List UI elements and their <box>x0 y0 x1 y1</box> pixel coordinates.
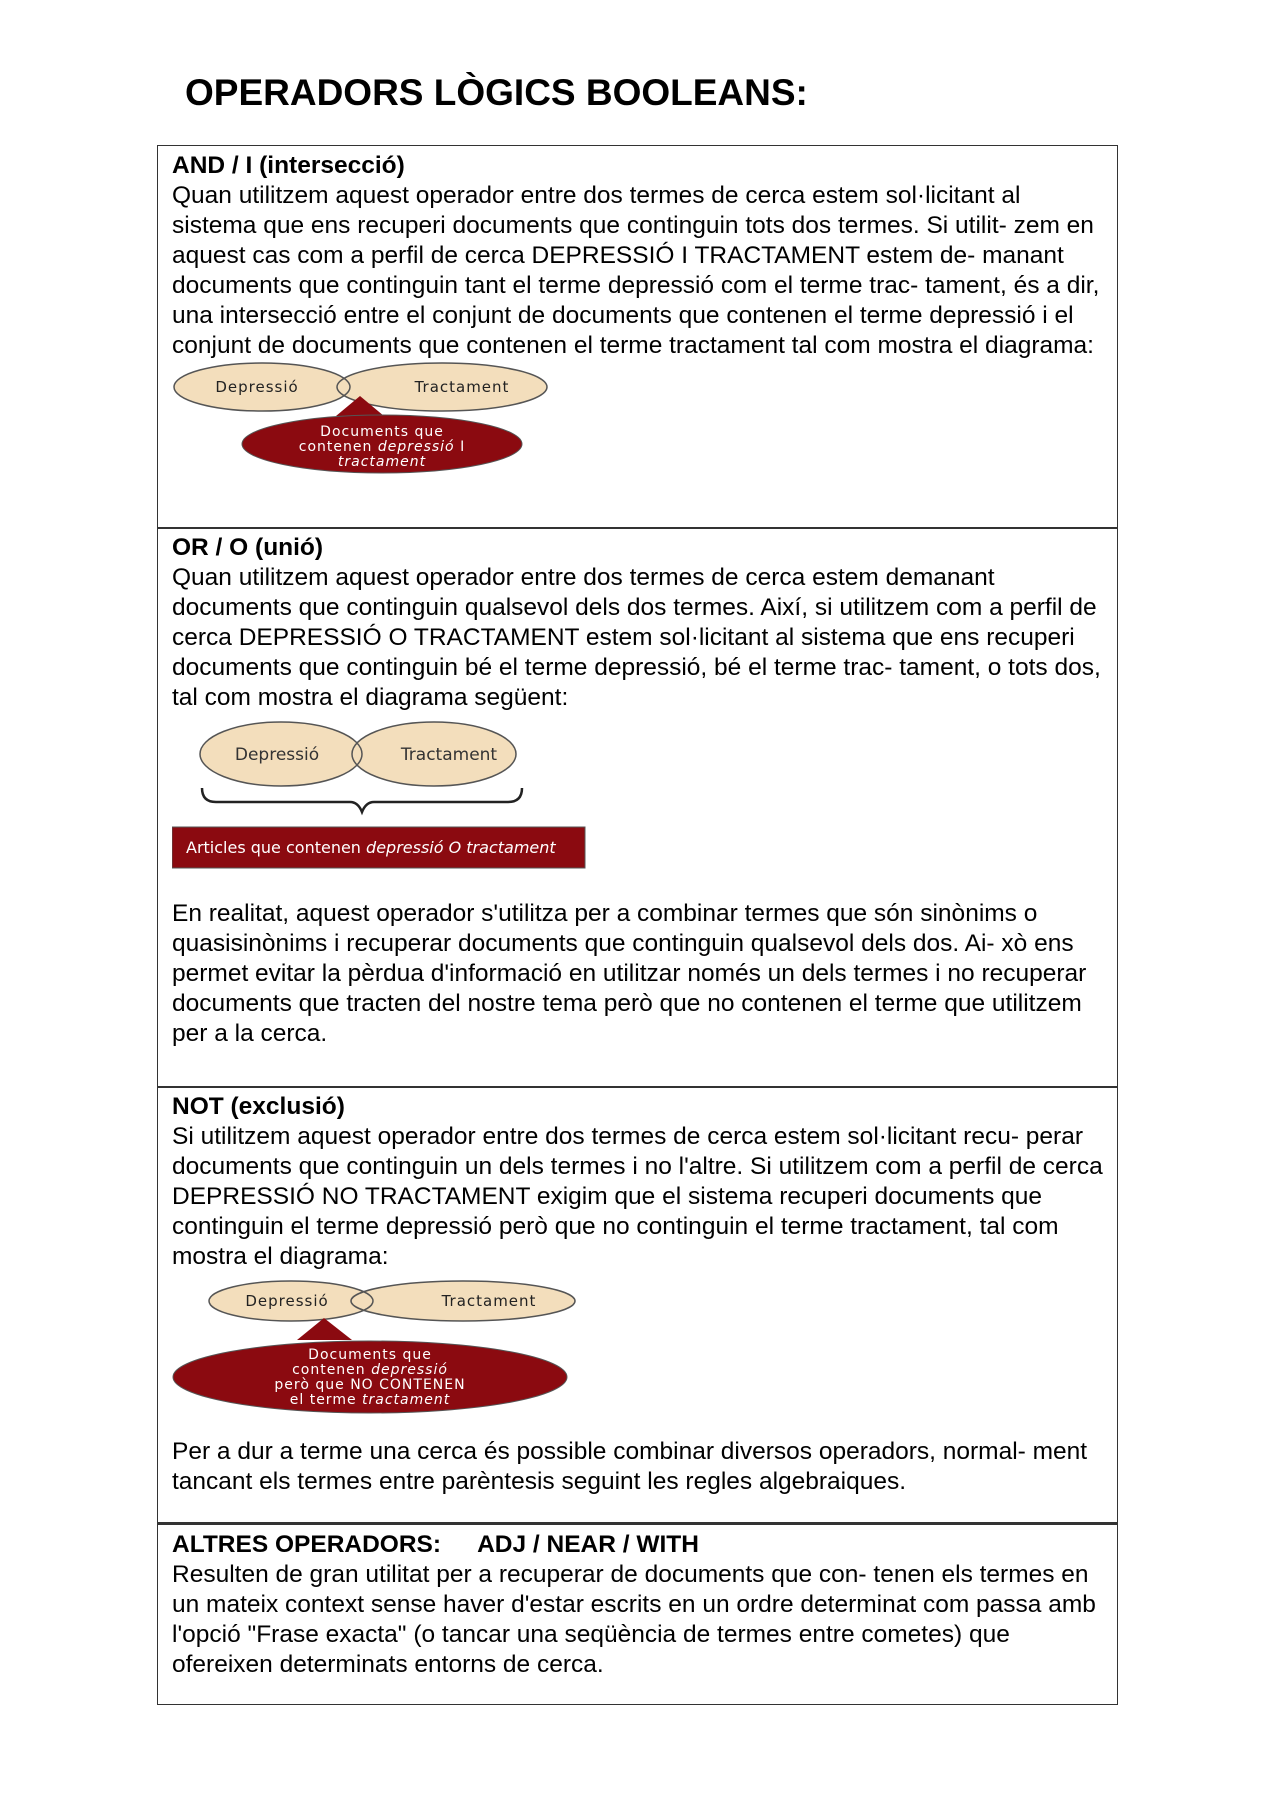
section-not-text2: Per a dur a terme una cerca és possible combinar diversos operadors, normal- ment tancant els termes entre parèntesis seguint les regles algebraiques. <box>172 1438 1088 1495</box>
page-title: OPERADORS LÒGICS BOOLEANS: <box>185 72 808 113</box>
section-other <box>157 1522 1118 1705</box>
not-result-line3: però que NO CONTENEN <box>274 1377 466 1393</box>
and-venn-diagram <box>172 362 592 474</box>
section-other-operators: ADJ / NEAR / WITH <box>477 1531 699 1558</box>
section-or-title: OR / O (unió) <box>172 534 324 561</box>
not-venn-diagram <box>172 1280 592 1415</box>
section-not-title: NOT (exclusió) <box>172 1093 345 1120</box>
section-or <box>157 527 1118 1088</box>
not-result-line1: Documents que <box>308 1347 432 1363</box>
section-and <box>157 145 1118 529</box>
not-result-line2: contenen depressió <box>292 1362 448 1378</box>
section-not <box>157 1086 1118 1524</box>
and-result-line2: contenen depressió I <box>298 439 466 455</box>
and-depressio-label: Depressió <box>215 378 299 396</box>
section-and-text: Quan utilitzem aquest operador entre dos termes de cerca estem sol·licitant al sistema que ens recuperi documents que continguin tots dos termes. Si utilit- zem en aquest cas com a perfil de cerca DEPRESSIÓ I TRACTAMENT estem de- manant documents que continguin tant el terme depressió com el terme trac- tament, és a dir, una intersecció entre el conjunt de documents que contenen el terme depressió i el conjunt de documents que contenen el terme tractament tal com mostra el diagrama: <box>172 182 1100 359</box>
or-tractament-label: Tractament <box>400 745 498 765</box>
section-and-title: AND / I (intersecció) <box>172 152 405 179</box>
not-tractament-label: Tractament <box>441 1292 537 1310</box>
section-or-text2: En realitat, aquest operador s'utilitza per a combinar termes que són sinònims o quasisinònims i recuperar documents que continguin qualsevol dels dos. Ai- xò ens permet evitar la pèrdua d'informació en utilitzar només un dels termes i no recuperar documents que tracten del nostre tema però que no contenen el terme que utilitzem per a la cerca. <box>172 900 1087 1047</box>
or-venn-diagram <box>172 721 592 869</box>
section-other-text: Resulten de gran utilitat per a recuperar de documents que con- tenen els termes en un mateix context sense haver d'estar escrits en un ordre determinat com passa amb l'opció "Frase exacta" (o tancar una seqüència de termes entre cometes) que ofereixen determinats entorns de cerca. <box>172 1561 1096 1678</box>
section-not-text: Si utilitzem aquest operador entre dos termes de cerca estem sol·licitant recu- perar documents que continguin un dels termes i no l'altre. Si utilitzem com a perfil de cerca DEPRESSIÓ NO TRACTAMENT exigim que el sistema recuperi documents que continguin el terme depressió però que no continguin el terme tractament, tal com mostra el diagrama: <box>172 1123 1103 1270</box>
not-depressio-label: Depressió <box>245 1292 329 1310</box>
section-other-title: ALTRES OPERADORS: <box>172 1531 442 1558</box>
or-depressio-label: Depressió <box>234 745 320 765</box>
or-result-label: Articles que contenen depressió O tractament <box>186 838 556 857</box>
not-result-line4: el terme tractament <box>289 1392 451 1408</box>
or-brace <box>202 788 522 812</box>
and-result-line1: Documents que <box>320 424 444 440</box>
section-or-text: Quan utilitzem aquest operador entre dos termes de cerca estem demanant documents que continguin qualsevol dels dos termes. Així, si utilitzem com a perfil de cerca DEPRESSIÓ O TRACTAMENT estem sol·licitant al sistema que ens recuperi documents que continguin bé el terme depressió, bé el terme trac- tament, o tots dos, tal com mostra el diagrama següent: <box>172 564 1101 711</box>
and-result-line3: tractament <box>337 454 427 470</box>
section-other-title-row <box>172 1530 1103 1560</box>
and-tractament-label: Tractament <box>414 378 510 396</box>
